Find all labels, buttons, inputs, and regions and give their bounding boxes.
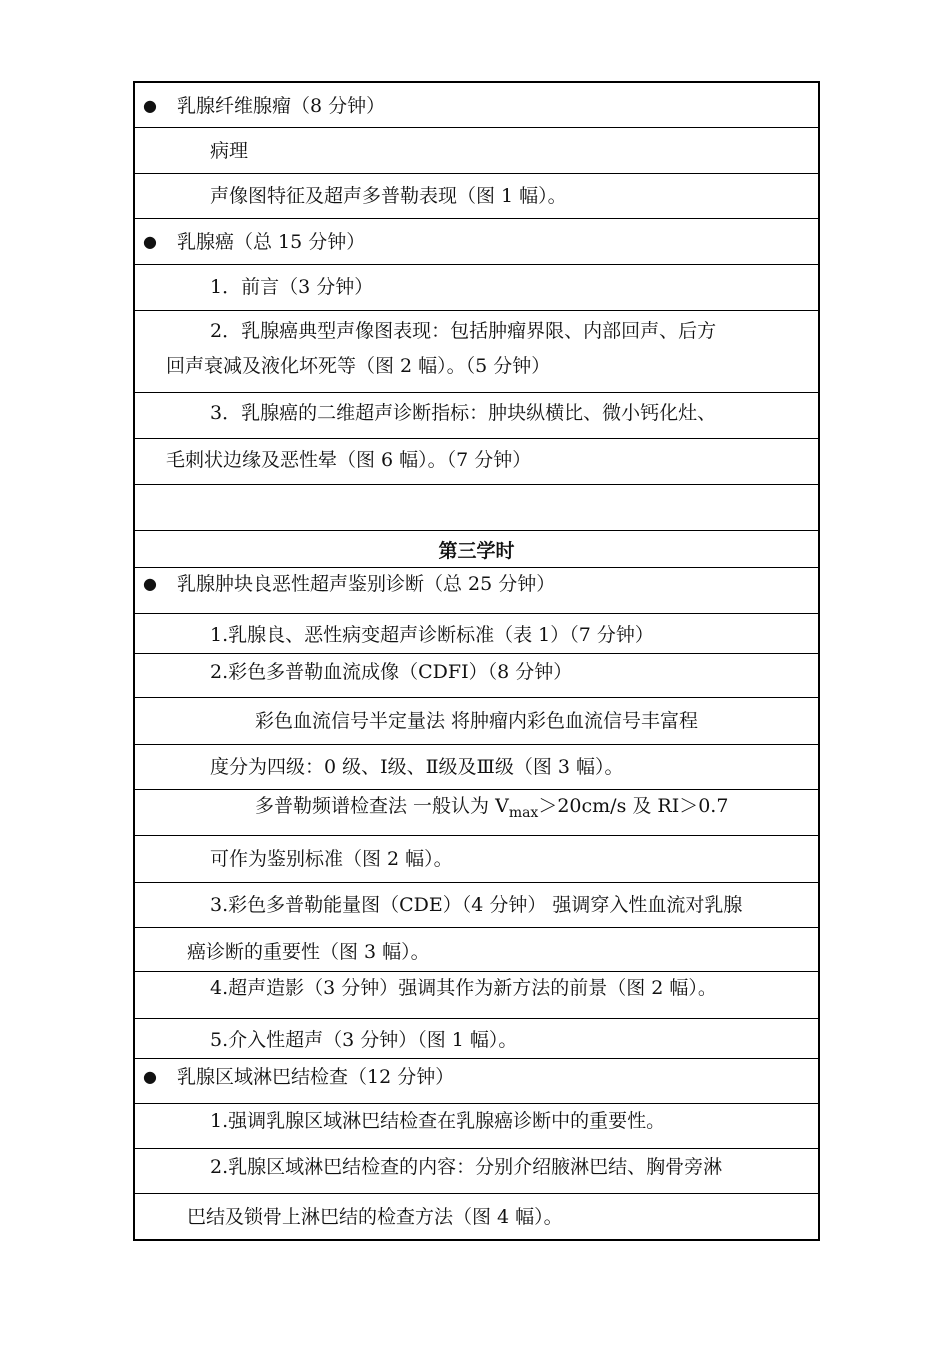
bullet-icon: ● — [143, 574, 157, 593]
row-text: 可作为鉴别标准（图 2 幅）。 — [210, 848, 453, 870]
row-text: 3．乳腺癌的二维超声诊断指标：肿块纵横比、微小钙化灶、 — [210, 402, 717, 424]
table-row — [135, 1104, 818, 1149]
table-row — [135, 1019, 818, 1059]
row-text: 2．乳腺癌典型声像图表现：包括肿瘤界限、内部回声、后方 — [210, 320, 717, 342]
row-text: 巴结及锁骨上淋巴结的检查方法（图 4 幅）。 — [187, 1206, 563, 1228]
row-text: 5.介入性超声（3 分钟）（图 1 幅）。 — [210, 1029, 518, 1051]
row-text: 1．前言（3 分钟） — [210, 276, 374, 298]
table-row — [135, 836, 818, 883]
row-text: 病理 — [210, 140, 249, 162]
row-text: 4.超声造影（3 分钟）强调其作为新方法的前景（图 2 幅）。 — [210, 977, 717, 999]
table-row — [135, 219, 818, 265]
table-row — [135, 790, 818, 836]
row-text: 乳腺纤维腺瘤（8 分钟） — [177, 95, 386, 117]
row-text: 2.彩色多普勒血流成像（CDFI）（8 分钟） — [210, 661, 573, 683]
bullet-icon: ● — [143, 232, 157, 251]
table-row — [135, 972, 818, 1019]
row-text: 癌诊断的重要性（图 3 幅）。 — [187, 941, 430, 963]
table-row — [135, 654, 818, 698]
row-text: 2.乳腺区域淋巴结检查的内容：分别介绍腋淋巴结、胸骨旁淋 — [210, 1156, 723, 1178]
row-text: 3.彩色多普勒能量图（CDE）（4 分钟） 强调穿入性血流对乳腺 — [210, 894, 743, 916]
table-row — [135, 265, 818, 311]
table-row — [135, 311, 818, 393]
row-text: 度分为四级：0 级、Ⅰ级、Ⅱ级及Ⅲ级（图 3 幅）。 — [210, 756, 624, 778]
row-text: 乳腺区域淋巴结检查（12 分钟） — [177, 1066, 455, 1088]
table-row — [135, 1149, 818, 1194]
table-row-empty — [135, 485, 818, 531]
section-heading: 第三学时 — [438, 540, 515, 562]
bullet-icon: ● — [143, 96, 157, 115]
table-row — [135, 1194, 818, 1239]
doppler-text-post: ＞20cm/s 及 RI＞0.7 — [538, 795, 729, 817]
row-text: 1.强调乳腺区域淋巴结检查在乳腺癌诊断中的重要性。 — [210, 1110, 666, 1132]
row-text: 回声衰减及液化坏死等（图 2 幅）。（5 分钟） — [166, 355, 551, 377]
table-row — [135, 439, 818, 485]
bullet-icon: ● — [143, 1067, 157, 1086]
table-row — [135, 614, 818, 654]
table-row — [135, 1059, 818, 1104]
table-row — [135, 531, 818, 568]
table-row — [135, 128, 818, 174]
table-row — [135, 883, 818, 928]
table-row — [135, 83, 818, 128]
row-text: 声像图特征及超声多普勒表现（图 1 幅）。 — [210, 185, 567, 207]
row-text: 乳腺肿块良恶性超声鉴别诊断（总 25 分钟） — [177, 573, 556, 595]
row-text: 毛刺状边缘及恶性晕（图 6 幅）。（7 分钟） — [166, 449, 532, 471]
row-text: 乳腺癌（总 15 分钟） — [177, 231, 366, 253]
table-row — [135, 745, 818, 790]
row-text: 彩色血流信号半定量法 将肿瘤内彩色血流信号丰富程 — [255, 710, 699, 732]
table-row — [135, 393, 818, 439]
row-text: 1.乳腺良、恶性病变超声诊断标准（表 1）（7 分钟） — [210, 624, 654, 646]
table-row — [135, 568, 818, 614]
doppler-text-pre: 多普勒频谱检查法 一般认为 V — [255, 795, 509, 817]
row-text — [255, 793, 728, 819]
table-row — [135, 928, 818, 972]
outline-table — [133, 81, 820, 1241]
doppler-subscript: max — [508, 805, 539, 821]
table-row — [135, 698, 818, 745]
table-row — [135, 174, 818, 219]
